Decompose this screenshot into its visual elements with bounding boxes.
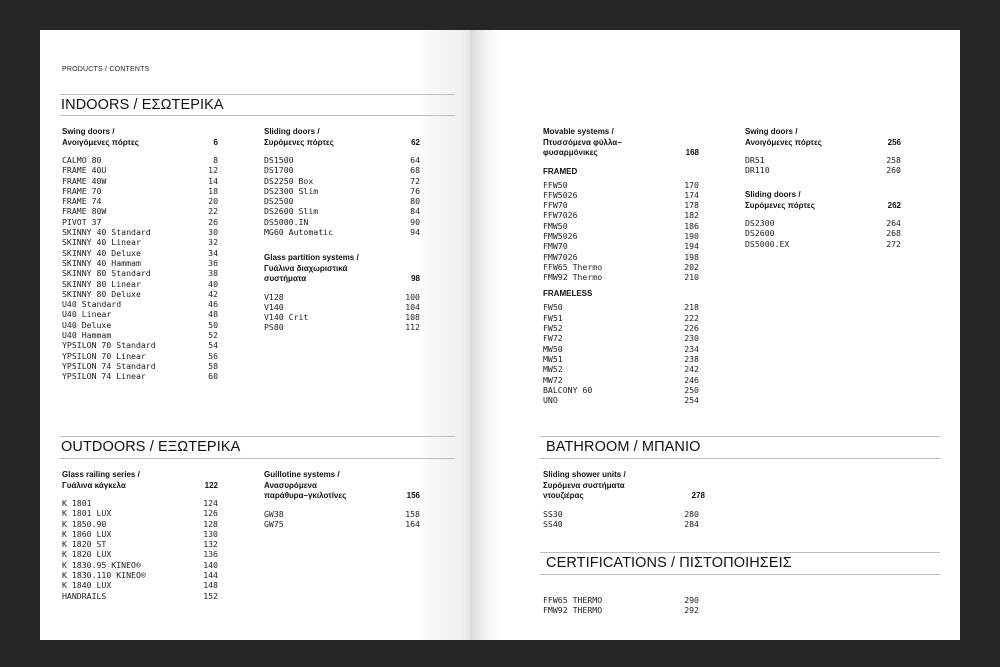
list-item[interactable] <box>264 217 420 227</box>
item-name: K 1830.95 KINEO® <box>62 559 141 570</box>
item-list <box>543 595 699 616</box>
item-page: 40 <box>208 278 218 289</box>
group-outdoor-sliding <box>745 190 901 249</box>
item-page: 48 <box>208 309 218 320</box>
list-item[interactable] <box>264 165 420 175</box>
item-name: YPSILON 74 Linear <box>62 371 146 382</box>
item-page: 190 <box>684 230 699 241</box>
list-item[interactable] <box>543 190 699 200</box>
item-page: 32 <box>208 237 218 248</box>
divider <box>540 574 940 575</box>
item-list <box>543 509 699 530</box>
item-page: 72 <box>410 175 420 186</box>
item-name: FFW50 <box>543 179 568 190</box>
list-item[interactable] <box>264 227 420 237</box>
item-name: DS1700 <box>264 165 294 176</box>
item-name: DS5000.IN <box>264 216 309 227</box>
item-name: SKINNY 40 Linear <box>62 237 141 248</box>
item-page: 64 <box>410 155 420 165</box>
item-list <box>264 509 420 530</box>
list-item[interactable] <box>264 509 420 519</box>
item-name: FRAME 40W <box>62 175 107 186</box>
item-name: MW72 <box>543 374 563 385</box>
item-name: GW38 <box>264 508 284 519</box>
item-name: FMW7026 <box>543 251 578 262</box>
item-name: DR51 <box>745 155 765 165</box>
item-list <box>62 498 218 601</box>
group-title: Movable systems / <box>543 127 614 136</box>
list-item[interactable] <box>543 272 699 282</box>
item-name: FFW5026 <box>543 189 578 200</box>
item-name: FRAME 40U <box>62 165 107 176</box>
list-item[interactable] <box>543 364 699 374</box>
list-item[interactable] <box>62 186 218 196</box>
item-name: DR110 <box>745 165 770 176</box>
group-page: 62 <box>411 137 420 147</box>
list-item[interactable] <box>543 395 699 405</box>
item-page: 194 <box>684 241 699 252</box>
item-list <box>543 302 699 405</box>
item-name: FFW70 <box>543 200 568 211</box>
list-item[interactable] <box>62 529 218 539</box>
list-item[interactable] <box>543 302 699 312</box>
breadcrumb: PRODUCTS / CONTENTS <box>62 66 150 73</box>
item-page: 144 <box>203 570 218 581</box>
item-name: FMW92 THERMO <box>543 605 603 616</box>
list-item[interactable] <box>62 560 218 570</box>
item-page: 140 <box>203 559 218 570</box>
list-item[interactable] <box>62 320 218 330</box>
item-page: 218 <box>684 302 699 313</box>
item-name: FRAME 74 <box>62 196 102 207</box>
item-name: SKINNY 80 Deluxe <box>62 288 141 299</box>
item-page: 158 <box>405 508 420 519</box>
item-name: BALCONY 60 <box>543 384 593 395</box>
divider <box>60 94 455 95</box>
list-item[interactable] <box>264 322 420 332</box>
list-item[interactable] <box>543 323 699 333</box>
group-glass-partition <box>264 253 420 333</box>
group-title-greek: Ανοιγόμενες πόρτες <box>745 137 822 147</box>
group-page: 122 <box>204 480 218 490</box>
list-item[interactable] <box>264 155 420 165</box>
list-item[interactable] <box>543 605 699 615</box>
list-item[interactable] <box>62 591 218 601</box>
item-name: FMW92 Thermo <box>543 272 603 283</box>
item-name: U40 Hammam <box>62 330 112 341</box>
group-title-greek: Γυάλινα κάγκελα <box>62 480 126 490</box>
list-item[interactable] <box>745 165 901 175</box>
list-item[interactable] <box>62 508 218 518</box>
item-name: SKINNY 80 Standard <box>62 268 151 279</box>
list-item[interactable] <box>543 262 699 272</box>
item-list <box>745 218 901 249</box>
item-page: 148 <box>203 580 218 591</box>
list-item[interactable] <box>543 221 699 231</box>
list-item[interactable] <box>264 519 420 529</box>
item-name: K 1830.110 KINEO® <box>62 570 146 581</box>
list-item[interactable] <box>62 570 218 580</box>
list-item[interactable] <box>543 333 699 343</box>
list-item[interactable] <box>543 509 699 519</box>
item-page: 284 <box>684 518 699 529</box>
group-title-greek: Γυάλινα διαχωριστικά <box>264 263 348 273</box>
subheading-framed: FRAMED <box>543 166 578 176</box>
group-shower <box>543 470 705 529</box>
list-item[interactable] <box>62 248 218 258</box>
item-page: 26 <box>208 216 218 227</box>
item-page: 100 <box>405 291 420 302</box>
list-item[interactable] <box>543 252 699 262</box>
list-item[interactable] <box>264 206 420 216</box>
item-name: K 1820 ST <box>62 539 107 550</box>
group-page: 262 <box>887 200 901 210</box>
item-page: 124 <box>203 498 218 508</box>
item-name: DS2600 Slim <box>264 206 319 217</box>
item-name: FW51 <box>543 312 563 323</box>
item-name: FW52 <box>543 323 563 334</box>
item-name: PS80 <box>264 322 284 333</box>
list-item[interactable] <box>62 258 218 268</box>
item-name: FW72 <box>543 333 563 344</box>
item-name: DS2300 <box>745 218 775 228</box>
group-page: 256 <box>887 137 901 147</box>
item-page: 260 <box>886 165 901 176</box>
item-list <box>264 292 420 333</box>
divider <box>540 552 940 553</box>
item-name: K 1801 LUX <box>62 508 112 519</box>
list-item[interactable] <box>62 351 218 361</box>
item-page: 246 <box>684 374 699 385</box>
item-name: SS30 <box>543 508 563 519</box>
list-item[interactable] <box>264 292 420 302</box>
group-outdoor-swing <box>745 127 901 176</box>
item-page: 76 <box>410 185 420 196</box>
item-name: GW75 <box>264 518 284 529</box>
item-name: SKINNY 40 Hammam <box>62 257 141 268</box>
item-name: U40 Standard <box>62 299 122 310</box>
item-name: FRAME 70 <box>62 185 102 196</box>
list-item[interactable] <box>745 155 901 165</box>
group-title: Sliding doors / <box>264 127 320 136</box>
list-item[interactable] <box>62 299 218 309</box>
item-page: 258 <box>886 155 901 165</box>
list-item[interactable] <box>264 196 420 206</box>
list-item[interactable] <box>62 361 218 371</box>
list-item[interactable] <box>62 227 218 237</box>
item-list <box>264 155 420 237</box>
item-name: SKINNY 40 Standard <box>62 227 151 238</box>
item-page: 30 <box>208 227 218 238</box>
item-page: 178 <box>684 200 699 211</box>
group-title: Swing doors / <box>745 127 798 136</box>
item-page: 182 <box>684 210 699 221</box>
list-item[interactable] <box>264 302 420 312</box>
item-name: SS40 <box>543 518 563 529</box>
item-page: 250 <box>684 384 699 395</box>
list-item[interactable] <box>62 165 218 175</box>
item-name: SKINNY 40 Deluxe <box>62 247 141 258</box>
item-page: 268 <box>886 228 901 239</box>
divider <box>540 458 940 459</box>
list-item[interactable] <box>62 519 218 529</box>
group-title: Swing doors / <box>62 127 115 136</box>
list-item[interactable] <box>62 196 218 206</box>
list-item[interactable] <box>62 268 218 278</box>
group-title: Sliding doors / <box>745 190 801 199</box>
item-list <box>62 155 218 382</box>
item-page: 272 <box>886 238 901 249</box>
list-item[interactable] <box>62 309 218 319</box>
group-page: 156 <box>406 491 420 500</box>
item-name: MW51 <box>543 353 563 364</box>
group-movable <box>543 127 699 405</box>
list-item[interactable] <box>745 228 901 238</box>
item-name: YPSILON 70 Standard <box>62 340 156 351</box>
item-page: 52 <box>208 330 218 341</box>
item-name: FFW7026 <box>543 210 578 221</box>
group-page: 98 <box>411 274 420 283</box>
item-name: FMW5026 <box>543 230 578 241</box>
item-page: 254 <box>684 395 699 406</box>
item-page: 290 <box>684 595 699 605</box>
item-page: 34 <box>208 247 218 258</box>
item-page: 112 <box>405 322 420 333</box>
list-item[interactable] <box>543 200 699 210</box>
group-page: 278 <box>691 491 705 500</box>
item-page: 84 <box>410 206 420 217</box>
list-item[interactable] <box>543 595 699 605</box>
list-item[interactable] <box>745 218 901 228</box>
item-page: 130 <box>203 528 218 539</box>
group-title-greek: Ανασυρόμενα <box>264 480 317 490</box>
section-title-indoors: INDOORS / ΕΣΩΤΕΡΙΚΑ <box>61 97 224 113</box>
item-page: 80 <box>410 196 420 207</box>
item-page: 68 <box>410 165 420 176</box>
list-item[interactable] <box>543 375 699 385</box>
subheading-frameless: FRAMELESS <box>543 289 593 299</box>
list-item[interactable] <box>62 371 218 381</box>
group-guillotine <box>264 470 420 529</box>
item-name: V140 Crit <box>264 312 309 323</box>
item-name: K 1820 LUX <box>62 549 112 560</box>
group-certifications <box>543 595 699 616</box>
item-page: 264 <box>886 218 901 228</box>
list-item[interactable] <box>62 206 218 216</box>
group-glass-railing <box>62 470 218 601</box>
item-page: 56 <box>208 350 218 361</box>
item-name: FW50 <box>543 302 563 313</box>
group-page: 168 <box>685 148 699 157</box>
item-name: DS2250 Box <box>264 175 314 186</box>
group-title-greek: Συρόμενες πόρτες <box>264 137 334 147</box>
group-title: Guillotine systems / <box>264 470 340 479</box>
item-page: 46 <box>208 299 218 310</box>
item-page: 58 <box>208 360 218 371</box>
divider <box>540 436 940 437</box>
list-item[interactable] <box>264 312 420 322</box>
item-name: DS2600 <box>745 228 775 239</box>
item-page: 132 <box>203 539 218 550</box>
item-name: DS2300 Slim <box>264 185 319 196</box>
item-name: V128 <box>264 291 284 302</box>
divider <box>60 458 455 459</box>
item-page: 94 <box>410 227 420 238</box>
list-item[interactable] <box>62 289 218 299</box>
section-title-bathroom: BATHROOM / ΜΠΑΝΙΟ <box>546 439 701 455</box>
item-page: 22 <box>208 206 218 217</box>
item-page: 38 <box>208 268 218 279</box>
item-page: 42 <box>208 288 218 299</box>
item-name: U40 Deluxe <box>62 319 112 330</box>
group-title-greek-2: φυσαρμόνικες <box>543 148 598 157</box>
item-page: 14 <box>208 175 218 186</box>
list-item[interactable] <box>543 313 699 323</box>
item-page: 8 <box>213 155 218 165</box>
group-sliding-doors <box>264 127 420 237</box>
list-item[interactable] <box>62 340 218 350</box>
divider <box>60 436 455 437</box>
item-name: YPSILON 70 Linear <box>62 350 146 361</box>
group-title-greek: Συρόμενες πόρτες <box>745 200 815 210</box>
item-page: 152 <box>203 590 218 601</box>
group-swing-doors <box>62 127 218 382</box>
item-page: 90 <box>410 216 420 227</box>
item-page: 20 <box>208 196 218 207</box>
list-item[interactable] <box>264 186 420 196</box>
item-list <box>543 180 699 283</box>
item-name: PIVOT 37 <box>62 216 102 227</box>
list-item[interactable] <box>543 344 699 354</box>
item-name: V140 <box>264 301 284 312</box>
item-page: 222 <box>684 312 699 323</box>
item-name: MW50 <box>543 343 563 354</box>
item-page: 280 <box>684 508 699 519</box>
group-title-greek: Πτυσσόμενα φύλλα– <box>543 137 622 147</box>
group-title-greek: Ανοιγόμενες πόρτες <box>62 137 139 147</box>
group-title-greek-2: ντουζιέρας <box>543 491 584 500</box>
item-page: 128 <box>203 518 218 529</box>
list-item[interactable] <box>62 279 218 289</box>
item-page: 18 <box>208 185 218 196</box>
item-page: 174 <box>684 189 699 200</box>
item-name: K 1801 <box>62 498 92 508</box>
item-list <box>745 155 901 176</box>
list-item[interactable] <box>62 549 218 559</box>
item-page: 136 <box>203 549 218 560</box>
item-page: 292 <box>684 605 699 616</box>
list-item[interactable] <box>543 180 699 190</box>
list-item[interactable] <box>543 241 699 251</box>
list-item[interactable] <box>62 498 218 508</box>
list-item[interactable] <box>543 354 699 364</box>
list-item[interactable] <box>62 580 218 590</box>
item-page: 36 <box>208 257 218 268</box>
item-name: U40 Linear <box>62 309 112 320</box>
list-item[interactable] <box>62 237 218 247</box>
item-page: 60 <box>208 371 218 382</box>
item-page: 170 <box>684 179 699 190</box>
item-page: 54 <box>208 340 218 351</box>
list-item[interactable] <box>62 330 218 340</box>
item-name: FRAME 80W <box>62 206 107 217</box>
item-name: K 1850.90 <box>62 518 107 529</box>
item-page: 50 <box>208 319 218 330</box>
list-item[interactable] <box>264 176 420 186</box>
item-name: CALMO 80 <box>62 155 102 165</box>
item-name: MW52 <box>543 364 563 375</box>
divider <box>60 115 455 116</box>
group-title: Glass railing series / <box>62 470 140 479</box>
item-name: DS1500 <box>264 155 294 165</box>
item-name: FMW50 <box>543 220 568 231</box>
item-name: YPSILON 74 Standard <box>62 360 156 371</box>
group-title: Glass partition systems / <box>264 253 359 262</box>
item-page: 230 <box>684 333 699 344</box>
item-name: UNO <box>543 395 558 406</box>
list-item[interactable] <box>543 519 699 529</box>
list-item[interactable] <box>62 155 218 165</box>
item-page: 126 <box>203 508 218 519</box>
item-name: K 1860 LUX <box>62 528 112 539</box>
item-page: 186 <box>684 220 699 231</box>
item-page: 104 <box>405 301 420 312</box>
item-page: 226 <box>684 323 699 334</box>
item-name: HANDRAILS <box>62 590 107 601</box>
item-page: 202 <box>684 261 699 272</box>
item-name: DS5000.EX <box>745 238 790 249</box>
group-title-greek: Συρόμενα συστήματα <box>543 480 625 490</box>
item-page: 198 <box>684 251 699 262</box>
item-name: DS2500 <box>264 196 294 207</box>
item-name: K 1840 LUX <box>62 580 112 591</box>
group-title-greek-2: παράθυρα–γκιλοτίνες <box>264 491 347 500</box>
group-page: 6 <box>213 137 218 147</box>
group-title-greek-2: συστήματα <box>264 274 307 283</box>
item-page: 234 <box>684 343 699 354</box>
item-page: 238 <box>684 353 699 364</box>
section-title-outdoors: OUTDOORS / ΕΞΩΤΕΡΙΚΑ <box>61 439 241 455</box>
list-item[interactable] <box>62 217 218 227</box>
item-page: 242 <box>684 364 699 375</box>
list-item[interactable] <box>543 385 699 395</box>
item-name: MG60 Automatic <box>264 227 334 238</box>
list-item[interactable] <box>62 176 218 186</box>
section-title-certifications: CERTIFICATIONS / ΠΙΣΤΟΠΟΙΗΣΕΙΣ <box>546 555 792 571</box>
item-name: FMW70 <box>543 241 568 252</box>
group-title: Sliding shower units / <box>543 470 626 479</box>
list-item[interactable] <box>543 210 699 220</box>
item-name: FFW65 Thermo <box>543 261 603 272</box>
item-page: 164 <box>405 518 420 529</box>
list-item[interactable] <box>543 231 699 241</box>
item-page: 12 <box>208 165 218 176</box>
item-name: FFW65 THERMO <box>543 595 603 605</box>
item-name: SKINNY 80 Linear <box>62 278 141 289</box>
list-item[interactable] <box>62 539 218 549</box>
list-item[interactable] <box>745 239 901 249</box>
item-page: 210 <box>684 272 699 283</box>
item-page: 108 <box>405 312 420 323</box>
